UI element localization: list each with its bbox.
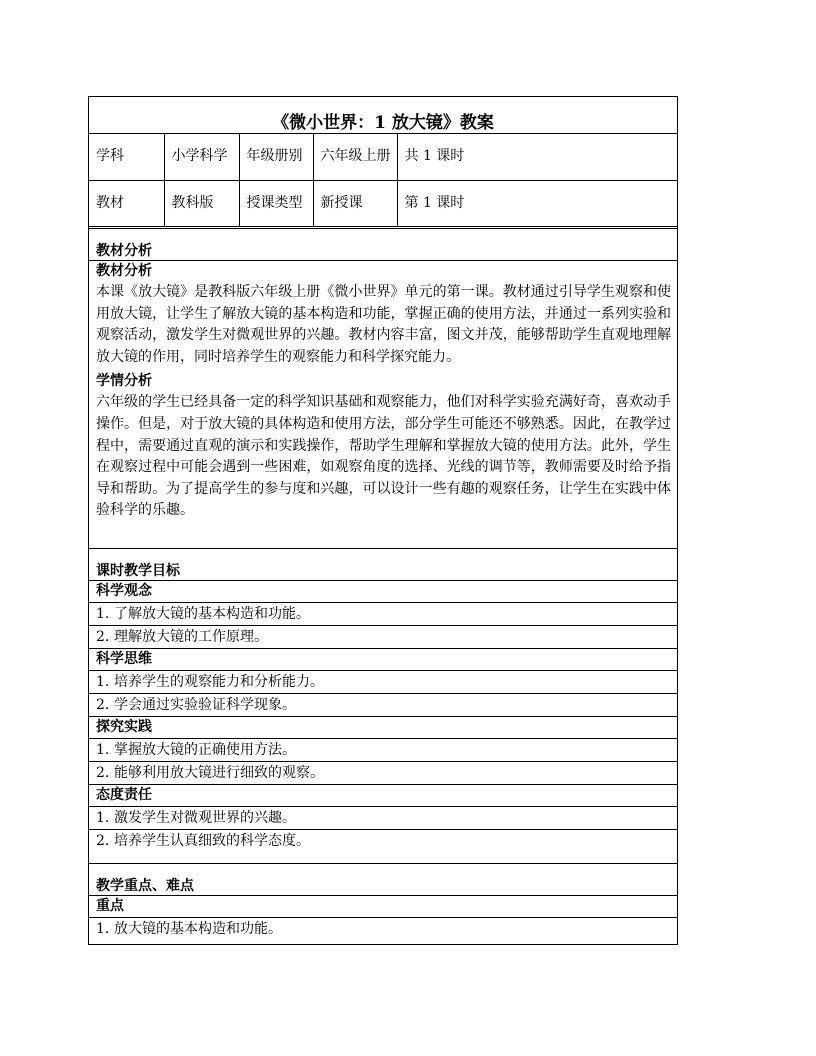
section-title: 教学重点、难点	[89, 875, 677, 896]
subsection-title: 态度责任	[89, 785, 677, 807]
subsection-title: 科学思维	[89, 649, 677, 671]
subsection-title: 科学观念	[89, 581, 677, 603]
section-title: 教材分析	[89, 240, 677, 261]
meta-row	[89, 134, 677, 180]
document-title: 《微小世界：1 放大镜》教案	[89, 97, 677, 134]
meta-cell: 教科版	[164, 180, 239, 226]
item-number: 1.	[96, 742, 110, 758]
subsection-title: 重点	[89, 896, 677, 918]
item-number: 1.	[96, 606, 110, 622]
item-number: 2.	[96, 697, 110, 713]
item-number: 2.	[96, 765, 110, 781]
meta-cell: 学科	[89, 134, 164, 180]
meta-cell: 授课类型	[239, 180, 313, 226]
item-number: 1.	[96, 674, 110, 690]
goals-section	[89, 548, 677, 863]
subsection-title: 探究实践	[89, 717, 677, 739]
list-item: 1. 掌握放大镜的正确使用方法。	[89, 739, 677, 762]
meta-cell: 小学科学	[164, 134, 239, 180]
list-item: 2. 学会通过实验验证科学现象。	[89, 694, 677, 717]
meta-table	[89, 134, 677, 227]
meta-row	[89, 180, 677, 226]
student-analysis-text: 六年级的学生已经具备一定的科学知识基础和观察能力，他们对科学实验充满好奇，喜欢动手操作。但是，对于放大镜的具体构造和使用方法，部分学生可能还不够熟悉。因此，在教学过程中，需要通过直观的演示和实践操作，帮助学生理解和掌握放大镜的使用方法。此外，学生在观察过程中可能会遇到一些困难，如观察角度的选择、光线的调节等，教师需要及时给予指导和帮助。为了提高学生的参与度和兴趣，可以设计一些有趣的观察任务，让学生在实践中体验科学的乐趣。	[96, 394, 671, 519]
list-item: 1. 了解放大镜的基本构造和功能。	[89, 603, 677, 626]
list-item: 1. 激发学生对微观世界的兴趣。	[89, 807, 677, 830]
item-number: 1.	[96, 810, 110, 826]
analysis-section	[89, 228, 677, 548]
meta-cell: 共 1 课时	[397, 134, 677, 180]
meta-cell: 六年级上册	[313, 134, 397, 180]
material-analysis-text: 本课《放大镜》是教科版六年级上册《微小世界》单元的第一课。教材通过引导学生观察和使用放大镜，让学生了解放大镜的基本构造和功能，掌握正确的使用方法，并通过一系列实验和观察活动，激发学生对微观世界的兴趣。教材内容丰富，图文并茂，能够帮助学生直观地理解放大镜的作用，同时培养学生的观察能力和科学探究能力。	[96, 284, 671, 365]
list-item: 2. 培养学生认真细致的科学态度。	[89, 830, 677, 852]
list-item: 1. 放大镜的基本构造和功能。	[89, 918, 677, 940]
key-points-section	[89, 863, 677, 944]
list-item: 1. 培养学生的观察能力和分析能力。	[89, 671, 677, 694]
item-number: 2.	[96, 629, 110, 645]
item-number: 2.	[96, 833, 110, 849]
subsection-title: 教材分析	[96, 263, 152, 279]
item-number: 1.	[96, 921, 110, 937]
meta-cell: 教材	[89, 180, 164, 226]
meta-cell: 年级册别	[239, 134, 313, 180]
subsection-title: 学情分析	[96, 373, 152, 390]
meta-cell: 新授课	[313, 180, 397, 226]
lesson-plan-table	[88, 96, 678, 945]
section-title: 课时教学目标	[89, 560, 677, 581]
list-item: 2. 能够利用放大镜进行细致的观察。	[89, 762, 677, 785]
list-item: 2. 理解放大镜的工作原理。	[89, 626, 677, 649]
meta-cell: 第 1 课时	[397, 180, 677, 226]
